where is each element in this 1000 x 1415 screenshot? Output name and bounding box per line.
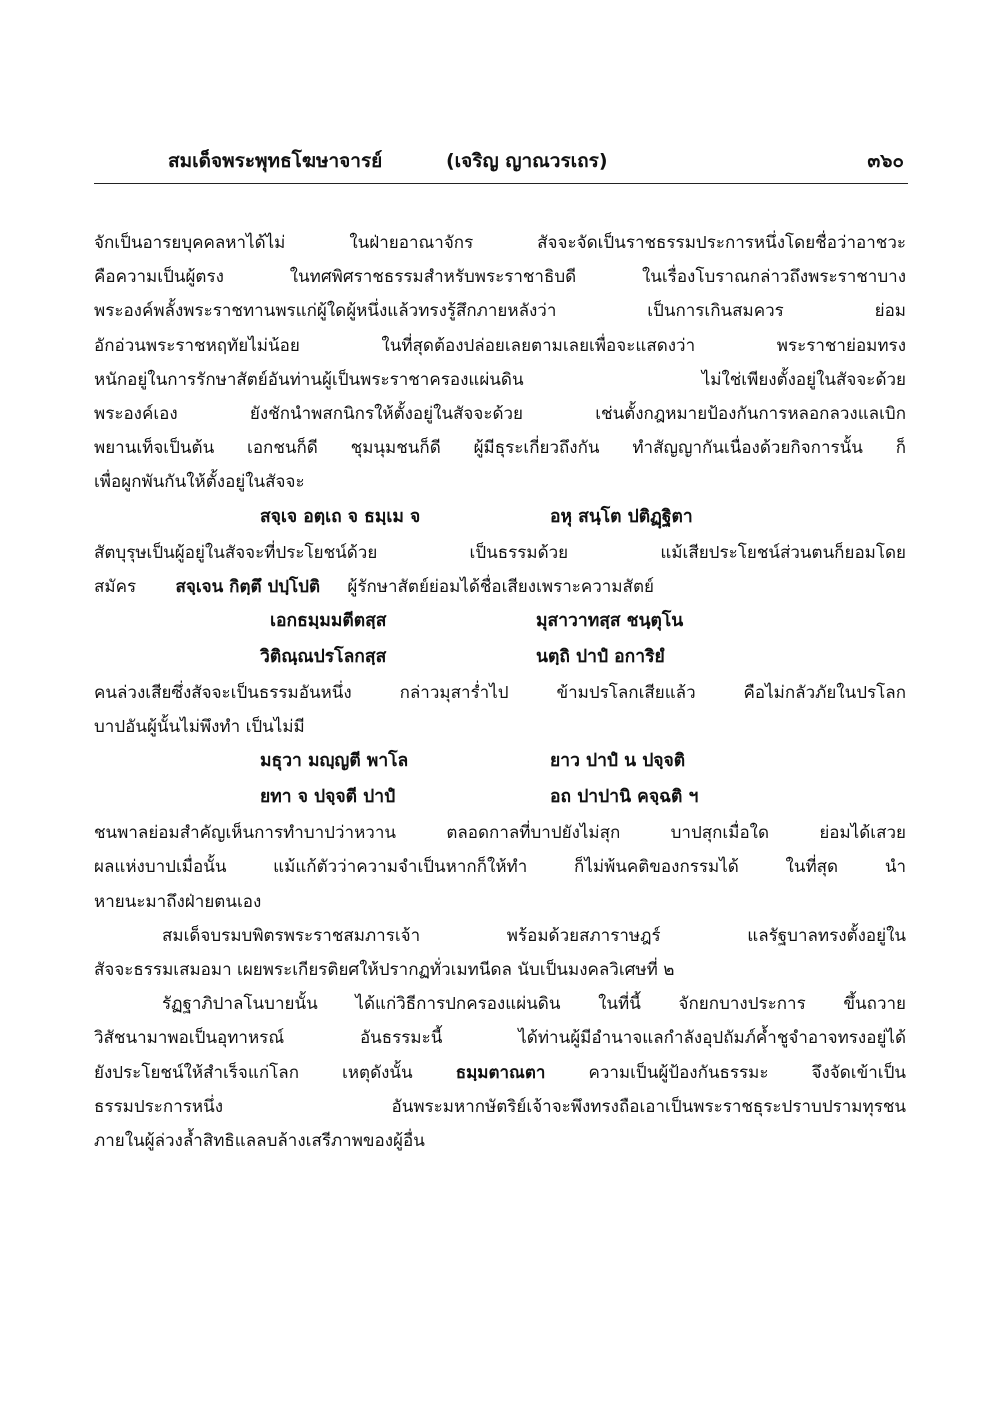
pali-verse-line [94,744,906,780]
text-line: ภายในผู้ล่วงล้ำสิทธิแลลบล้างเสรีภาพของผู้อื่น [94,1130,425,1151]
verse-left: มธุวา มญฺญตี พาโล [260,751,409,772]
pali-verse-line [94,640,906,676]
text-line-mixed [94,570,906,604]
text-line: พยานเท็จเป็นต้น เอกชนก็ดี ชุมนุมชนก็ดี ผู้มีธุระเกี่ยวถึงกัน ทำสัญญากันเนื่องด้วยกิจการนั้น ก็ [94,438,906,459]
text-line: ชนพาลย่อมสำคัญเห็นการทำบาปว่าหวาน ตลอดกาลที่บาปยังไม่สุก บาปสุกเมื่อใด ย่อมได้เสวย [94,823,906,844]
text-line: ธรรมประการหนึ่ง อันพระมหากษัตริย์เจ้าจะพึงทรงถือเอาเป็นพระราชธุระปราบปรามทุรชน [94,1096,906,1117]
text-line: สัจจะธรรมเสมอมา เผยพระเกียรติยศให้ปรากฏทั่วเมทนีดล นับเป็นมงคลวิเศษที่ ๒ [94,960,675,980]
verse-left: เอกธมฺมมตีตสฺส [270,610,387,631]
text-line: อักอ่วนพระราชหฤทัยไม่น้อย ในที่สุดต้องปล่อยเลยตามเลยเพื่อจะแสดงว่า พระราชาย่อมทรง [94,335,906,356]
text-line: พระองค์พลั้งพระราชทานพรแก่ผู้ใดผู้หนึ่งแล้วทรงรู้สึกภายหลังว่า เป็นการเกินสมควร ย่อม [94,301,906,322]
text-span: ความเป็นผู้ป้องกันธรรมะ จึงจัดเข้าเป็น [588,1062,906,1083]
pali-phrase: สจฺเจน กิตฺตึ ปปฺโปติ [175,576,320,597]
text-line-mixed [94,1056,906,1090]
text-line-indented: สมเด็จบรมบพิตรพระราชสมภารเจ้า พร้อมด้วยสภาราษฎร์ แลรัฐบาลทรงตั้งอยู่ใน [162,925,906,946]
text-line: คนล่วงเสียซึ่งสัจจะเป็นธรรมอันหนึ่ง กล่าวมุสาร่ำไป ข้ามปรโลกเสียแล้ว คือไม่กลัวภัยในปรโลก [94,682,906,703]
verse-left: สจฺเจ อตฺเถ จ ธมฺเม จ [260,506,421,527]
text-line: ผลแห่งบาปเมื่อนั้น แม้แก้ตัวว่าความจำเป็นหากก็ให้ทำ ก็ไม่พ้นคติของกรรมได้ ในที่สุด นำ [94,857,906,878]
running-header [94,140,906,184]
pali-verse-line [94,780,906,816]
text-line: วิสัชนามาพอเป็นอุทาหรณ์ อันธรรมะนี้ ได้ท่านผู้มีอำนาจแลกำลังอุปถัมภ์ค้ำชูจำอาจทรงอยู่ได้ [94,1028,906,1049]
header-author: สมเด็จพระพุทธโฆษาจารย์ [168,150,383,172]
text-line: หายนะมาถึงฝ่ายตนเอง [94,891,262,912]
pali-term: ธมฺมตาณตา [455,1062,546,1083]
text-line: บาปอันผู้นั้นไม่พึงทำ เป็นไม่มี [94,717,305,738]
text-line: จักเป็นอารยบุคคลหาได้ไม่ ในฝ่ายอาณาจักร สัจจะจัดเป็นราชธรรมประการหนึ่งโดยชื่อว่าอาชวะ [94,233,906,253]
text-span: ผู้รักษาสัตย์ย่อมได้ชื่อเสียงเพราะความสัตย์ [347,576,654,597]
pali-verse-line [94,500,906,536]
text-line: เพื่อผูกพันกันให้ตั้งอยู่ในสัจจะ [94,472,305,493]
text-line: หนักอยู่ในการรักษาสัตย์อันท่านผู้เป็นพระราชาครองแผ่นดิน ไม่ใช่เพียงตั้งอยู่ในสัจจะด้วย [94,369,906,390]
page-number: ๓๖๐ [867,150,904,172]
text-span: ยังประโยชน์ให้สำเร็จแก่โลก เหตุดังนั้น [94,1062,413,1083]
verse-right: อถ ปาปานิ คจฺฉติ ฯ [550,787,699,808]
text-span: สมัคร [94,576,137,597]
body-text [94,226,906,1158]
verse-left: วิติณฺณปรโลกสฺส [260,646,387,667]
verse-right: ยาว ปาปํ น ปจฺจติ [550,751,686,772]
verse-right: อหุ สนฺโต ปติฏฺฐิตา [550,506,693,527]
verse-left: ยทา จ ปจฺจตี ปาปํ [260,787,396,808]
text-line: สัตบุรุษเป็นผู้อยู่ในสัจจะที่ประโยชน์ด้วย เป็นธรรมด้วย แม้เสียประโยชน์ส่วนตนก็ยอมโดย [94,542,906,563]
verse-right: นตฺถิ ปาปํ อการิยํ [536,646,665,667]
verse-right: มุสาวาทสฺส ชนฺตุโน [536,610,684,631]
header-monk-name: (เจริญ ญาณวรเถร) [446,150,608,172]
pali-verse-line [94,604,906,640]
text-line-indented: รัฏฐาภิปาลโนบายนั้น ได้แก่วิธีการปกครองแผ่นดิน ในที่นี้ จักยกบางประการ ขึ้นถวาย [162,994,906,1015]
header-rule [94,183,908,184]
text-line: คือความเป็นผู้ตรง ในทศพิศราชธรรมสำหรับพระราชาธิบดี ในเรื่องโบราณกล่าวถึงพระราชาบาง [94,267,906,288]
text-line: พระองค์เอง ยังชักนำพสกนิกรให้ตั้งอยู่ในสัจจะด้วย เช่นตั้งกฎหมายป้องกันการหลอกลวงแลเบิก [94,403,906,424]
